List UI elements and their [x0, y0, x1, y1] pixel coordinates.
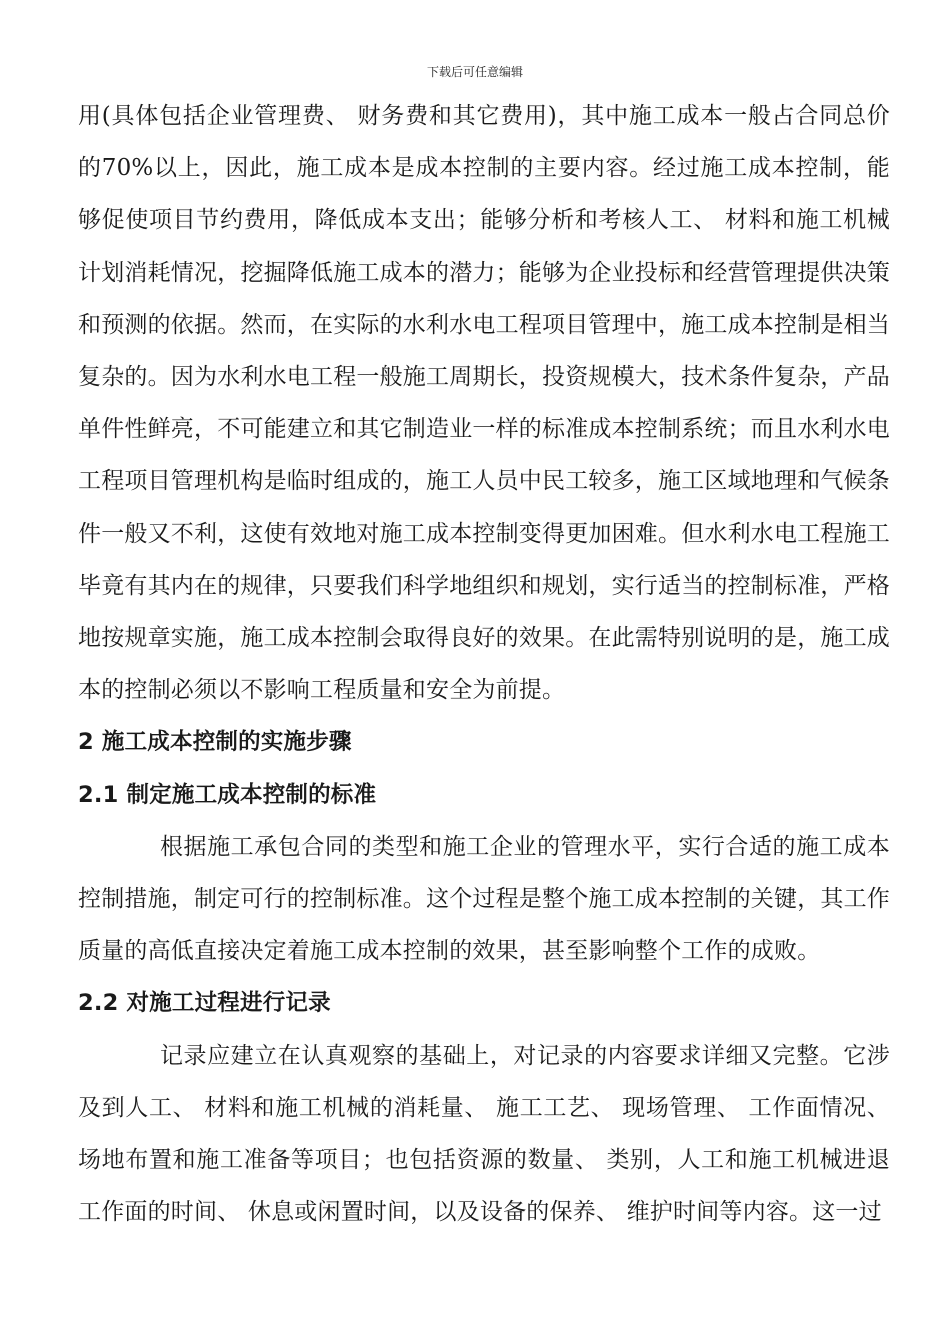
subsection-heading-process-recording: 2.2 对施工过程进行记录 — [78, 990, 331, 1017]
page-header: 下载后可任意编辑 — [426, 65, 523, 79]
section-heading-implementation-steps: 2 施工成本控制的实施步骤 — [78, 729, 352, 756]
paragraph-cost-overview: 用(具体包括企业管理费、 财务费和其它费用)，其中施工成本一般占合同总价的70%以上，因此，施工成本是成本控制的主要内容。经过施工成本控制，能够促使项目节约费用，降低成本支出；能够分析和考核人工、 材料和施工机械计划消耗情况，挖掘降低施工成本的潜力；能够为企业投标和经营管理提供决策和预测的依据。然而，在实际的水利水电工程项目管理中，施工成本控制是相当复杂的。因为水利水电工程一般施工周期长，投资规模大，技术条件复杂，产品单件性鲜亮，不可能建立和其它制造业一样的标准成本控制系统；而且水利水电工程项目管理机构是临时组成的，施工人员中民工较多，施工区域地理和气候条件一般又不利，这使有效地对施工成本控制变得更加困难。但水利水电工程施工毕竟有其内在的规律，只要我们科学地组织和规划，实行适当的控制标准，严格地按规章实施，施工成本控制会取得良好的效果。在此需特别说明的是，施工成本的控制必须以不影响工程质量和安全为前提。 — [78, 103, 890, 704]
paragraph-control-standards: 根据施工承包合同的类型和施工企业的管理水平，实行合适的施工成本控制措施，制定可行的控制标准。这个过程是整个施工成本控制的关键，其工作质量的高低直接决定着施工成本控制的效果，甚至影响整个工作的成败。 — [78, 833, 890, 965]
paragraph-process-recording: 记录应建立在认真观察的基础上，对记录的内容要求详细又完整。它涉及到人工、 材料和施工机械的消耗量、 施工工艺、 现场管理、 工作面情况、场地布置和施工准备等项目；也包括资源的数量、 类别，人工和施工机械进退工作面的时间、 休息或闲置时间，以及设备的保养、 维护时间等内容。这一过 — [78, 1042, 890, 1226]
subsection-heading-control-standards: 2.1 制定施工成本控制的标准 — [78, 781, 377, 808]
document-body — [78, 90, 890, 1238]
